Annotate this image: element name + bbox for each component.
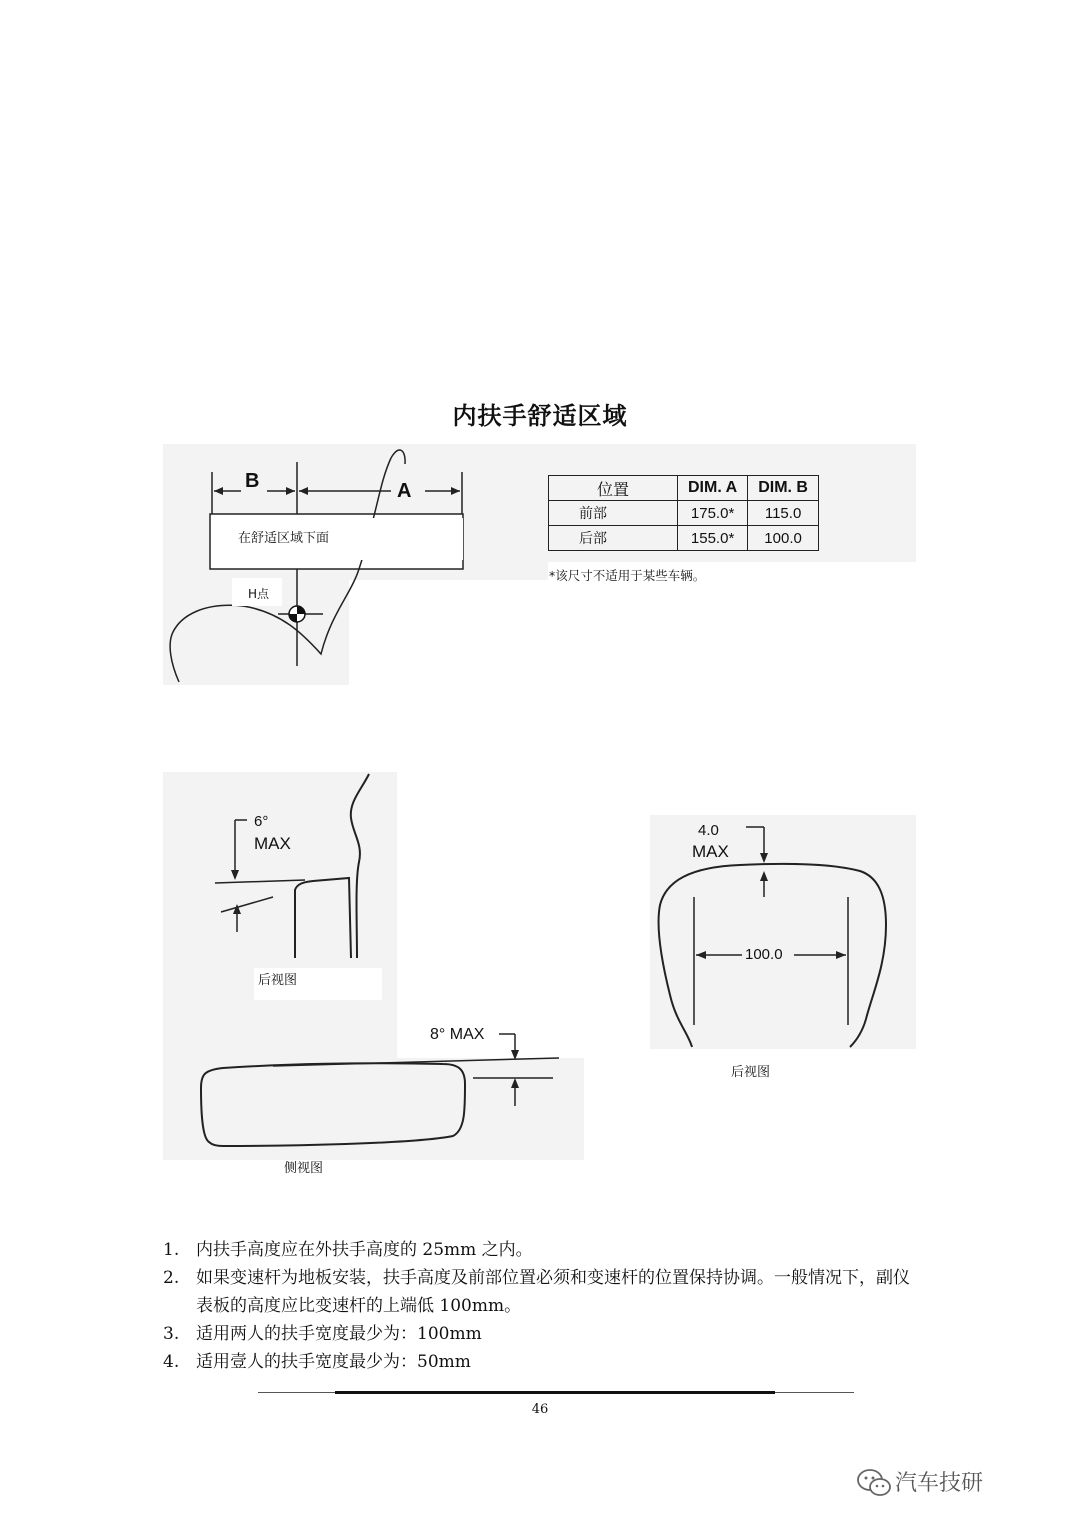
row-dim-a: 155.0* bbox=[678, 526, 748, 551]
list-item-text: 适用壹人的扶手宽度最少为：50mm bbox=[196, 1352, 471, 1372]
rear-angle-max: MAX bbox=[254, 834, 291, 853]
list-item-text: 内扶手高度应在外扶手高度的 25mm 之内。 bbox=[196, 1240, 533, 1260]
row-dim-a: 175.0* bbox=[678, 501, 748, 526]
rear-height-max: MAX bbox=[692, 842, 729, 861]
rear-angle-value: 6° bbox=[254, 813, 269, 830]
list-item-number: 1. bbox=[163, 1240, 180, 1260]
row-label: 后部 bbox=[549, 526, 678, 551]
header-dim-a: DIM. A bbox=[678, 476, 748, 501]
rear-view-angle-diagram bbox=[163, 772, 397, 972]
rear-view-caption-left: 后视图 bbox=[258, 973, 298, 988]
h-point-label: H点 bbox=[248, 587, 270, 601]
table-row bbox=[549, 501, 819, 526]
list-item-number: 4. bbox=[163, 1352, 180, 1372]
wechat-icon bbox=[856, 1468, 892, 1498]
comfort-zone-label: 在舒适区域下面 bbox=[238, 531, 330, 546]
dim-a-label: A bbox=[397, 480, 412, 502]
dim-b-label: B bbox=[245, 470, 260, 492]
row-label: 前部 bbox=[549, 501, 678, 526]
footer-rule-thick bbox=[335, 1391, 775, 1394]
list-item-text: 适用两人的扶手宽度最少为：100mm bbox=[196, 1324, 482, 1344]
row-dim-b: 100.0 bbox=[748, 526, 819, 551]
rear-view-caption-right: 后视图 bbox=[731, 1065, 771, 1080]
dimension-table bbox=[548, 475, 819, 551]
side-angle-label: 8° MAX bbox=[430, 1026, 485, 1043]
list-item bbox=[163, 1264, 923, 1320]
table-header-row bbox=[549, 476, 819, 501]
requirements-list bbox=[163, 1236, 923, 1376]
list-item bbox=[163, 1348, 923, 1376]
header-position: 位置 bbox=[549, 476, 678, 501]
header-dim-b: DIM. B bbox=[748, 476, 819, 501]
list-item bbox=[163, 1236, 923, 1264]
rear-height-value: 4.0 bbox=[698, 822, 719, 839]
rear-view-width-diagram bbox=[650, 815, 916, 1049]
rear-width-value: 100.0 bbox=[745, 946, 783, 963]
table-footnote: *该尺寸不适用于某些车辆。 bbox=[549, 568, 706, 583]
table-row bbox=[549, 526, 819, 551]
list-item-number: 3. bbox=[163, 1324, 180, 1344]
page-number: 46 bbox=[531, 1402, 549, 1417]
list-item-text: 如果变速杆为地板安装，扶手高度及前部位置必须和变速杆的位置保持协调。一般情况下，副仪表板的高度应比变速杆的上端低 100mm。 bbox=[196, 1268, 910, 1316]
page-title: 内扶手舒适区域 bbox=[452, 402, 628, 430]
side-view-caption: 侧视图 bbox=[284, 1161, 324, 1176]
side-view-angle-diagram bbox=[163, 1018, 584, 1168]
list-item bbox=[163, 1320, 923, 1348]
watermark-text: 汽车技研 bbox=[895, 1471, 984, 1496]
armrest-zone-diagram bbox=[163, 444, 523, 689]
list-item-number: 2. bbox=[163, 1268, 180, 1288]
row-dim-b: 115.0 bbox=[748, 501, 819, 526]
